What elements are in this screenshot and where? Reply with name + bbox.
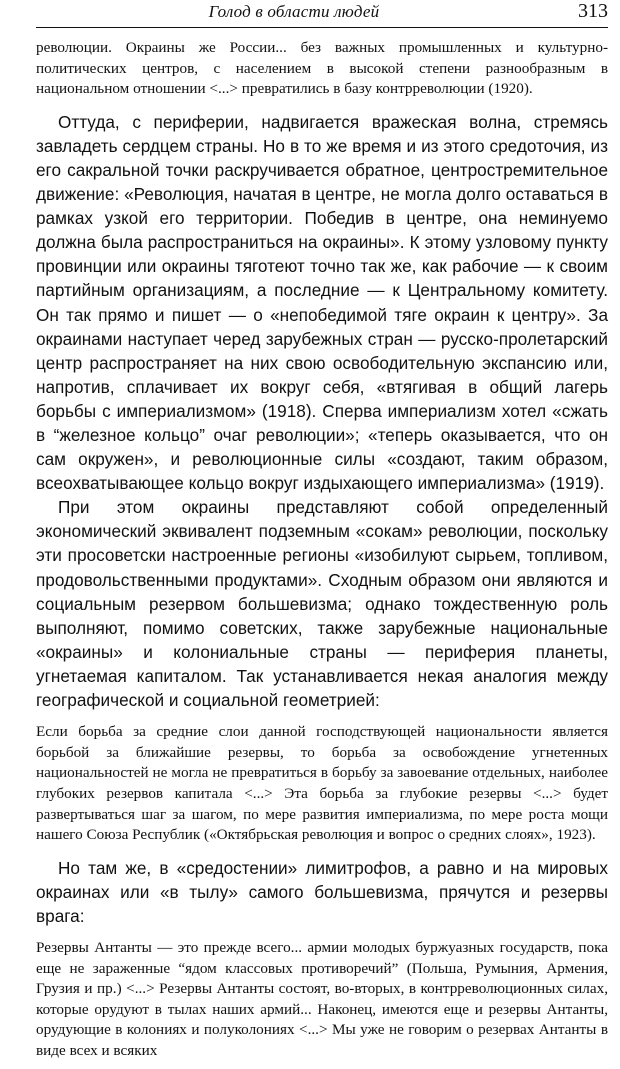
page-body xyxy=(36,38,608,1062)
block-quote-3: Резервы Антанты — это прежде всего... армии молодых буржуазных государств, пока еще не зараженные “ядом классовых противоречий” (Польша, Румыния, Армения, Грузия и пр.) <...> Резервы Антанты состоят, во-вторых, в контрреволюционных силах, которые орудуют в тылах наших армий... Наконец, имеются еще и резервы Антанты, орудующие в колониях и полуколониях <...> Мы уже не говорим о резервах Антанты в виде всех и всяких xyxy=(36,938,608,1059)
running-title: Голод в области людей xyxy=(208,2,380,21)
page-header xyxy=(36,0,608,28)
block-quote-1: революции. Окраины же России... без важных промышленных и культурно-политических центров, с населением в высокой степени разнообразным в национальном отношении <...> превратились в базу контрреволюции (1920). xyxy=(36,39,608,98)
paragraph-2: При этом окраины представляют собой определенный экономический эквивалент подземным «сокам» революции, поскольку эти просоветски настроенные регионы «изобилуют сырьем, топливом, продовольственными продуктами». Сходным образом они являются и социальным резервом большевизма; однако тождественную роль выполняют, помимо советских, также зарубежные национальные «окраины» и колониальные страны — периферия планеты, угнетаемая капиталом. Так устанавливается некая аналогия между географической и социальной геометрией: xyxy=(36,497,608,711)
paragraph-1: Оттуда, с периферии, надвигается вражеская волна, стремясь завладеть сердцем страны. Но в то же время и из этого средоточия, из его сакральной точки раскручивается обратное, центростремительное движение: «Революция, начатая в центре, не могла долго оставаться в рамках узкой его территории. Победив в центре, она неминуемо должна была распространиться на окраины». К этому узловому пункту провинции или окраины тяготеют точно так же, как рабочие — к своим партийным организациям, а последние — к Центральному комитету. Он так прямо и пишет — о «непобедимой тяге окраин к центру». За окраинами наступает черед зарубежных стран — русско-пролетарский центр распространяет на них свою освободительную экспансию или, напротив, сплачивает их вокруг себя, «втягивая в общий лагерь борьбы с империализмом» (1918). Сперва империализм хотел «сжать в “железное кольцо” очаг революции»; «теперь оказывается, что он сам окружен», и революционные силы «создают, таким образом, всеохватывающее кольцо вокруг издыхающего империализма» (1919). xyxy=(36,111,608,494)
block-quote-2: Если борьба за средние слои данной господствующей национальности является борьбой за ближайшие резервы, то борьба за освобождение угнетенных национальностей не могла не превратиться в борьбу за завоевание отдельных, наиболее глубоких резервов капитала <...> Эта борьба за глубокие резервы <...> будет развертываться шаг за шагом, по мере развития империализма, по мере роста мощи нашего Союза Республик («Октябрьская революция и вопрос о средних слоях», 1923). xyxy=(36,723,608,844)
header-rule xyxy=(36,27,608,28)
page-number: 313 xyxy=(578,0,608,22)
paragraph-3: Но там же, в «средостении» лимитрофов, а равно и на мировых окраинах или «в тылу» самого большевизма, прячутся и резервы врага: xyxy=(36,857,608,926)
